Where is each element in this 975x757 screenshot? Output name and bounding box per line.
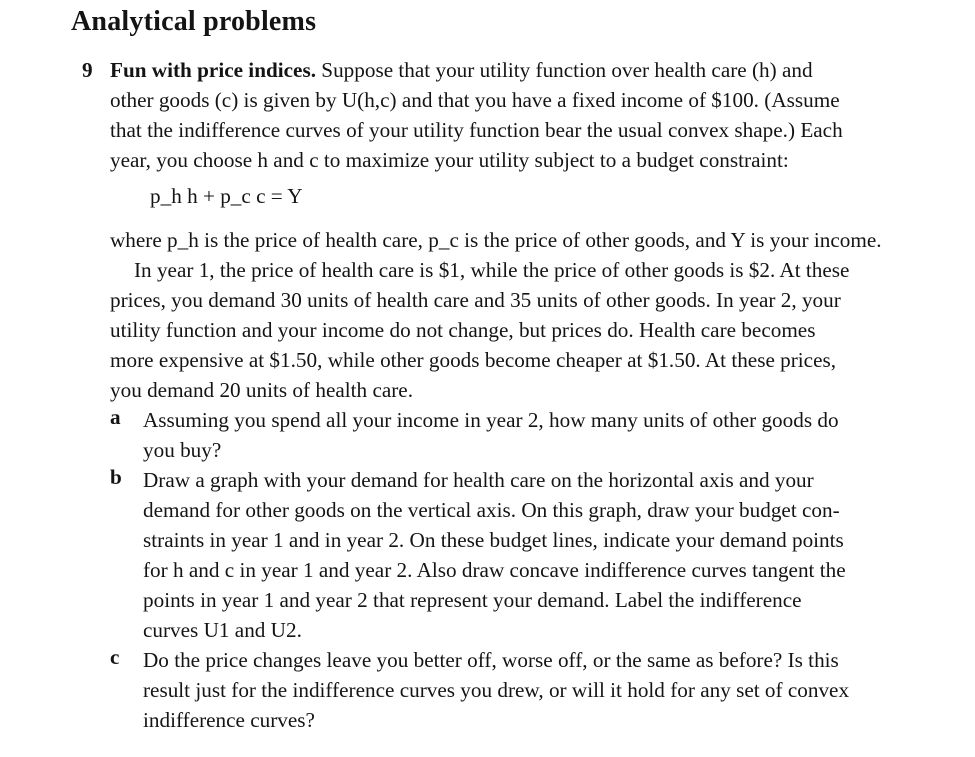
part-b-line-5: points in year 1 and year 2 that represent your demand. Label the indifference [143,588,802,612]
part-c-line-2: result just for the indifference curves you drew, or will it hold for any set of convex [143,678,850,702]
part-b-line-4: for h and c in year 1 and year 2. Also draw concave indifference curves tangent the [143,558,846,582]
part-b [82,465,932,645]
section-heading: Analytical problems [71,6,317,37]
part-b-label: b [110,465,122,489]
intro-line-4: year, you choose h and c to maximize your utility subject to a budget constraint: [110,148,789,172]
intro-line-3: that the indifference curves of your utility function bear the usual convex shape.) Each [110,118,843,142]
after-eq-line-3: prices, you demand 30 units of health care and 35 units of other goods. In year 2, your [110,288,841,312]
part-b-line-2: demand for other goods on the vertical axis. On this graph, draw your budget con- [143,498,840,522]
after-eq-line-4: utility function and your income do not change, but prices do. Health care becomes [110,318,816,342]
part-a-label: a [110,405,121,429]
problem-title: Fun with price indices. [110,58,316,82]
part-c-label: c [110,645,120,669]
intro-line-1: Suppose that your utility function over health care (h) and [321,58,813,82]
after-eq-line-2: In year 1, the price of health care is $1, while the price of other goods is $2. At these [134,258,850,282]
part-b-line-3: straints in year 1 and in year 2. On these budget lines, indicate your demand points [143,528,844,552]
part-c-line-1: Do the price changes leave you better off, worse off, or the same as before? Is this [143,648,839,672]
budget-equation: p_h h + p_c c = Y [150,184,303,208]
intro-line-2: other goods (c) is given by U(h,c) and that you have a fixed income of $100. (Assume [110,88,840,112]
after-eq-line-5: more expensive at $1.50, while other goods become cheaper at $1.50. At these prices, [110,348,837,372]
after-eq-line-6: you demand 20 units of health care. [110,378,414,402]
part-c [82,645,932,735]
after-eq-line-1: where p_h is the price of health care, p_c is the price of other goods, and Y is your income. [110,228,882,252]
part-a-line-2: you buy? [143,438,222,462]
part-c-line-3: indifference curves? [143,708,315,732]
part-b-line-6: curves U1 and U2. [143,618,302,642]
problem-number: 9 [82,58,93,82]
problem-title-line [82,55,932,85]
part-a [82,405,932,465]
part-b-line-1: Draw a graph with your demand for health care on the horizontal axis and your [143,468,814,492]
part-a-line-1: Assuming you spend all your income in year 2, how many units of other goods do [143,408,839,432]
problem-9 [82,55,932,735]
